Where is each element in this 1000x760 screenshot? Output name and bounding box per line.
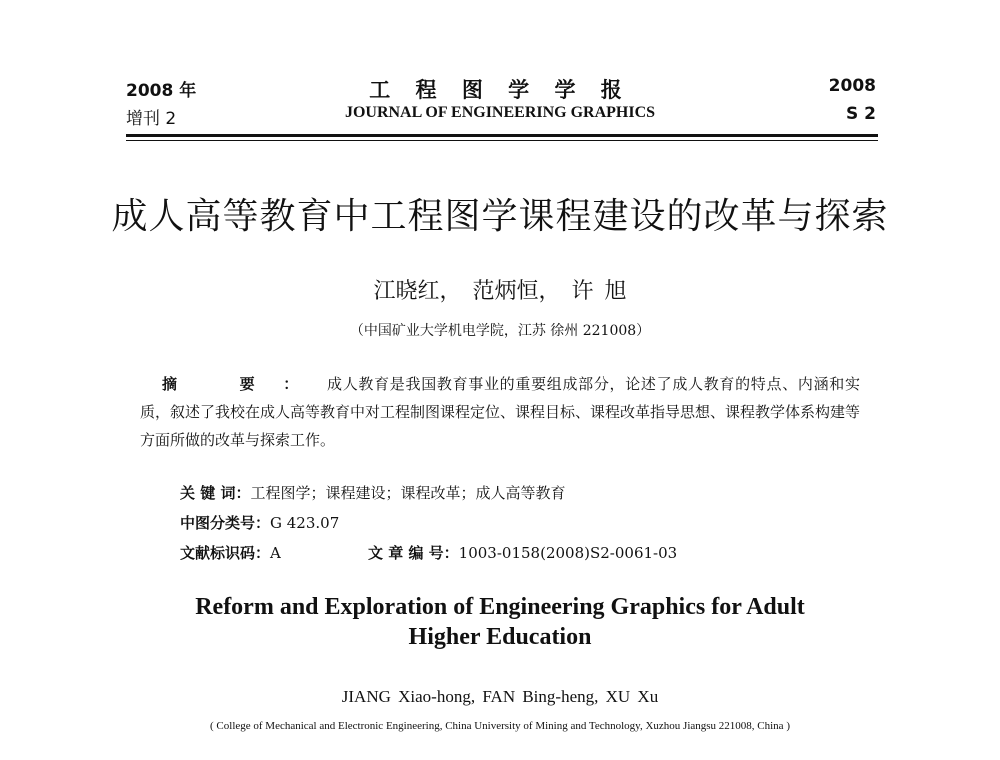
- keywords-label: 关 键 词：: [180, 484, 251, 502]
- article-no-row: [368, 542, 677, 563]
- header-issue-right: S 2: [846, 104, 876, 124]
- article-no-value: 1003-0158(2008)S2-0061-03: [458, 544, 678, 562]
- header-year-right: 2008: [828, 76, 876, 96]
- clc-value: G 423.07: [270, 514, 340, 532]
- header-year-left: 2008 年: [126, 81, 197, 101]
- keywords-row: [180, 482, 565, 503]
- header-rule-thin: [126, 140, 878, 141]
- doc-code-row: [180, 542, 281, 563]
- journal-title-en: JOURNAL OF ENGINEERING GRAPHICS: [344, 104, 656, 121]
- affiliation-en: ( College of Mechanical and Electronic Engineering, China University of Mining and Technology, Xuzhou Jiangsu 221008, China ): [210, 720, 790, 732]
- affiliation-cn: （中国矿业大学机电学院，江苏 徐州 221008）: [349, 323, 651, 339]
- article-title-cn: 成人高等教育中工程图学课程建设的改革与探索: [111, 196, 889, 237]
- header-rule-thick: [126, 134, 878, 137]
- article-title-en: [0, 592, 1000, 652]
- keywords-value: 工程图学；课程建设；课程改革；成人高等教育: [250, 484, 566, 502]
- doc-code-value: A: [270, 544, 281, 562]
- clc-label: 中图分类号：: [180, 514, 271, 532]
- authors-cn: 江晓红， 范炳恒， 许 旭: [373, 279, 627, 304]
- header-issue-left: 增刊 2: [126, 109, 177, 129]
- abstract: [140, 370, 860, 454]
- clc-row: [180, 512, 339, 533]
- article-title-en-text: Reform and Exploration of Engineering Graphics for Adult Higher Education: [195, 594, 805, 650]
- article-no-label: 文 章 编 号：: [368, 544, 459, 562]
- doc-code-label: 文献标识码：: [180, 544, 271, 562]
- abstract-text: 成人教育是我国教育事业的重要组成部分，论述了成人教育的特点、内涵和实质，叙述了我校在成人高等教育中对工程制图课程定位、课程目标、课程改革指导思想、课程教学体系构建等方面所做的改革与探索工作。: [140, 375, 861, 449]
- abstract-label: 摘 要：: [162, 375, 328, 393]
- authors-en: JIANG Xiao-hong, FAN Bing-heng, XU Xu: [341, 687, 659, 706]
- journal-title-cn: 工 程 图 学 学 报: [369, 77, 631, 102]
